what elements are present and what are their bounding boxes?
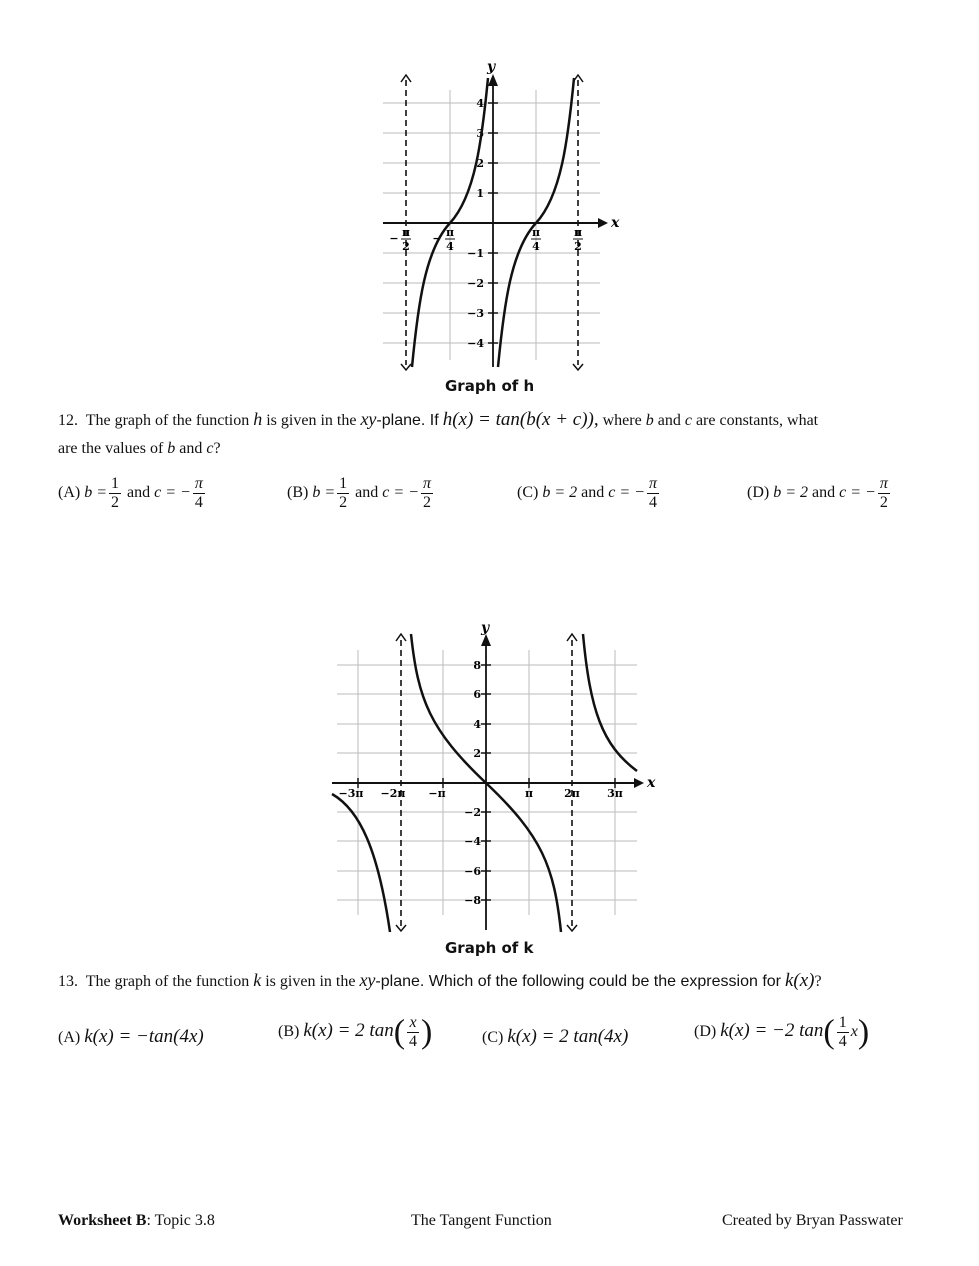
graph-k-ytick: 4 (473, 718, 481, 731)
q12-option-b[interactable]: (B) b = $\frac{1}{2}$ and c = − $\frac{\pi}{2}$ (287, 475, 431, 511)
graph-k-xtick: π (524, 787, 534, 800)
question-12-number: 12. (58, 412, 78, 429)
graph-h-ytick: −1 (467, 247, 484, 260)
graph-h-y-label: y (487, 59, 496, 75)
graph-h-xtick-den: 2 (402, 240, 410, 253)
graph-h-xtick-sign: − (389, 232, 399, 245)
q13-option-b[interactable]: (B) k(x) = 2 tan( $\frac{x}{4}$ ) (278, 1013, 433, 1051)
graph-h-ytick: −2 (467, 277, 484, 290)
question-12-text-line2: are the values of b and c? (58, 440, 221, 457)
graph-k-ytick: 6 (473, 688, 481, 701)
graph-h-ytick: 4 (476, 97, 484, 110)
graph-k-y-label: y (481, 620, 490, 636)
q13-option-a[interactable]: (A) k(x) = −tan(4x) (58, 1026, 204, 1047)
graph-h-xtick-num: π (445, 226, 455, 239)
graph-h-xtick-num: π (573, 226, 583, 239)
graph-h-xtick-sign: − (432, 232, 442, 245)
graph-k-ytick: 2 (473, 747, 481, 760)
question-13-number: 13. (58, 973, 78, 990)
footer-left: Worksheet B: Topic 3.8 (58, 1212, 215, 1229)
graph-h-ytick: 3 (476, 127, 484, 140)
graph-k-title: Graph of k (445, 939, 534, 957)
question-12-text: 12. The graph of the function h is given in the xy-plane. If h(x) = tan(b(x + c)), where b and c are constants, what (58, 409, 819, 430)
graph-h-xtick-num: π (531, 226, 541, 239)
graph-k-xtick: −π (428, 787, 446, 800)
q12-option-d[interactable]: (D) b = 2 and c = − $\frac{\pi}{2}$ (747, 475, 888, 511)
graph-k-curve-right (583, 634, 637, 771)
graph-h-ytick: 2 (476, 157, 484, 170)
graph-k-ytick: −4 (464, 835, 481, 848)
graph-k (325, 615, 665, 937)
q12-option-a[interactable]: (A) b = $\frac{1}{2}$ and c = − $\frac{\pi}{4}$ (58, 475, 203, 511)
q13-option-c[interactable]: (C) k(x) = 2 tan(4x) (482, 1026, 629, 1047)
graph-k-xtick: −3π (338, 787, 364, 800)
q12-option-c[interactable]: (C) b = 2 and c = − $\frac{\pi}{4}$ (517, 475, 657, 511)
graph-k-xtick: −2π (380, 787, 406, 800)
question-12-formula: h(x) = tan(b(x + c)), (442, 409, 599, 430)
graph-h-xtick-den: 4 (532, 240, 540, 253)
graph-h-title: Graph of h (445, 377, 535, 395)
graph-k-x-label: x (647, 775, 656, 791)
graph-h-ytick: 1 (476, 187, 484, 200)
graph-h-xtick-den: 4 (446, 240, 454, 253)
graph-k-ytick: 8 (473, 659, 481, 672)
graph-k-ytick: −8 (464, 894, 481, 907)
graph-k-xtick: 3π (607, 787, 623, 800)
graph-k-xtick: 2π (564, 787, 580, 800)
graph-h (370, 55, 630, 375)
graph-k-ytick: −6 (464, 865, 481, 878)
footer-center: The Tangent Function (411, 1212, 552, 1229)
graph-h-ytick: −3 (467, 307, 484, 320)
question-13-text: 13. The graph of the function k is given in the xy-plane. Which of the following could be the expression for k(x)? (58, 970, 822, 991)
footer-right: Created by Bryan Passwater (722, 1212, 903, 1229)
graph-h-x-label: x (611, 215, 620, 231)
q13-option-d[interactable]: (D) k(x) = −2 tan( $\frac{1}{4}$ x) (694, 1013, 870, 1051)
graph-h-xtick-den: 2 (574, 240, 582, 253)
graph-h-xtick-num: π (401, 226, 411, 239)
graph-k-ytick: −2 (464, 806, 481, 819)
graph-h-ytick: −4 (467, 337, 484, 350)
graph-k-curve-left (332, 794, 390, 932)
